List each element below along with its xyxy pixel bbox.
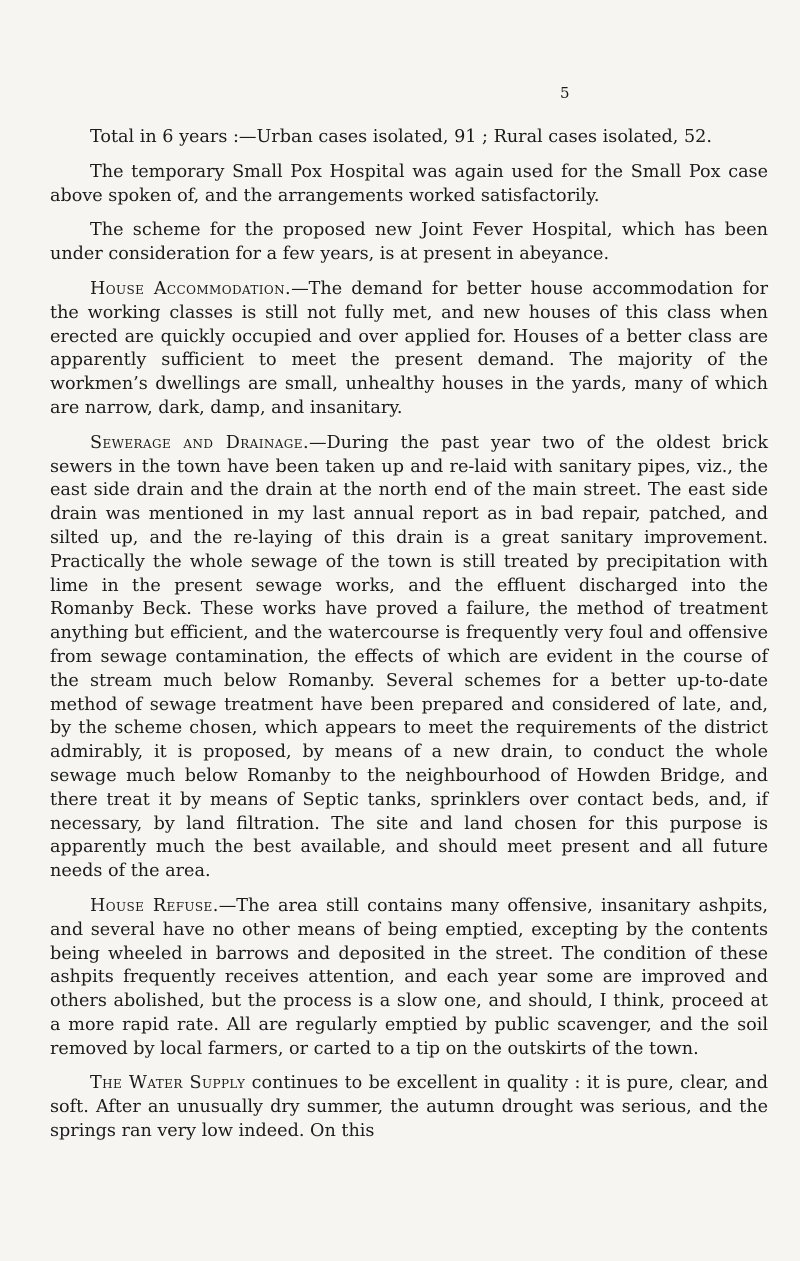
paragraph-house-accommodation [50,278,768,421]
paragraph-text: Total in 6 years :—Urban cases isolated, 91 ; Rural cases isolated, 52. [90,127,712,147]
section-heading-water-supply: The Water Supply [90,1073,246,1094]
paragraph-sewerage-drainage [50,432,768,884]
paragraph-fever-hospital [50,219,768,267]
paragraph-house-refuse [50,895,768,1062]
paragraph-small-pox-hospital [50,161,768,209]
paragraph-text: continues to be excellent in quality : it is pure, clear, and soft. After an unusually dry summer, the autumn drought was serious, and the springs ran very low indeed. On this [50,1073,769,1142]
section-heading-sewerage-drainage: Sewerage and Drainage. [90,432,309,453]
paragraph-text: The scheme for the proposed new Joint Fever Hospital, which has been under consideration for a few years, is at present in abeyance. [50,220,768,265]
paragraph-water-supply [50,1072,768,1143]
paragraph-text: —The area still contains many offensive, insanitary ashpits, and several have no other means of being emptied, excepting by the contents being wheeled in barrows and deposited in the street. The condition of these ashpits frequently receives attention, and each year some are improved and others abolished, but the process is a slow one, and should, I think, proceed at a more rapid rate. All are regularly emptied by public scavenger, and the soil removed by local farmers, or carted to a tip on the outskirts of the town. [50,895,768,1059]
paragraph-text: —The demand for better house accommodation for the working classes is still not fully met, and new houses of this class when erected are quickly occupied and over applied for. Houses of a better class are apparently sufficient to meet the present demand. The majority of the workmen’s dwellings are small, unhealthy houses in the yards, many of which are narrow, dark, damp, and insanitary. [50,278,768,418]
section-heading-house-refuse: House Refuse. [90,895,219,916]
paragraph-totals [50,126,768,150]
paragraph-text: —During the past year two of the oldest brick sewers in the town have been taken up and re-laid with sanitary pipes, viz., the east side drain and the drain at the north end of the main street. The east side drain was mentioned in my last annual report as in bad repair, patched, and silted up, and the re-laying of this drain is a great sanitary improvement. Practically the whole sewage of the town is still treated by precipitation with lime in the present sewage works, and the effluent discharged into the Romanby Beck. These works have proved a failure, the method of treatment anything but efficient, and the watercourse is frequently very foul and offensive from sewage contamination, the effects of which are evident in the course of the stream much below Romanby. Several schemes for a better up-to-date method of sewage treatment have been prepared and considered of late, and, by the scheme chosen, which appears to meet the requirements of the district admirably, it is proposed, by means of a new drain, to conduct the whole sewage much below Romanby to the neighbourhood of Howden Bridge, and there treat it by means of Septic tanks, sprinklers over contact beds, and, if necessary, by land filtration. The site and land chosen for this purpose is apparently much the best available, and should meet present and all future needs of the area. [50,432,768,882]
page-number: 5 [560,84,570,102]
section-heading-house-accommodation: House Accommodation. [90,278,292,299]
paragraph-text: The temporary Small Pox Hospital was again used for the Small Pox case above spoken of, and the arrangements worked satisfactorily. [50,161,768,206]
document-body [50,126,768,1155]
